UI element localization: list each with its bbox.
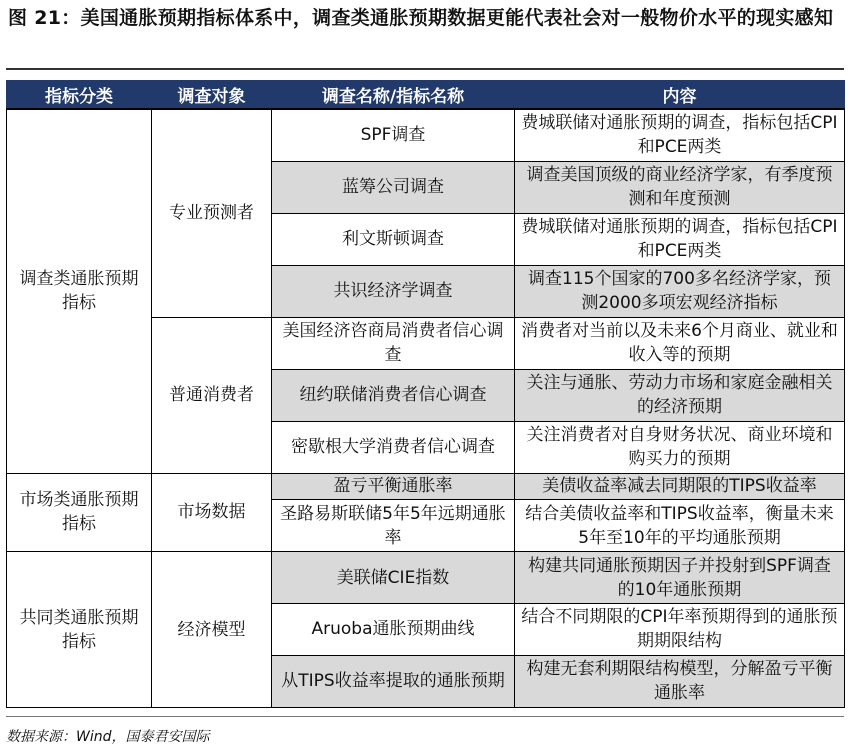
category-cell: 市场类通胀预期指标 <box>7 473 152 551</box>
subject-cell: 专业预测者 <box>152 109 272 317</box>
name-cell: 蓝筹公司调查 <box>272 161 515 213</box>
category-cell: 调查类通胀预期指标 <box>7 109 152 473</box>
content-cell: 费城联储对通胀预期的调查，指标包括CPI和PCE两类 <box>515 213 845 265</box>
header-name: 调查名称/指标名称 <box>272 81 515 110</box>
content-cell: 消费者对当前以及未来6个月商业、就业和收入等的预期 <box>515 317 845 369</box>
table-row <box>7 552 845 604</box>
name-cell: 从TIPS收益率提取的通胀预期 <box>272 655 515 707</box>
header-subject: 调查对象 <box>152 81 272 110</box>
name-cell: 圣路易斯联储5年5年远期通胀率 <box>272 500 515 552</box>
indicator-table <box>6 80 845 708</box>
content-cell: 费城联储对通胀预期的调查，指标包括CPI和PCE两类 <box>515 109 845 161</box>
title-divider <box>6 68 844 70</box>
content-cell: 美债收益率减去同期限的TIPS收益率 <box>515 473 845 500</box>
name-cell: 美国经济咨商局消费者信心调查 <box>272 317 515 369</box>
content-cell: 结合不同期限的CPI年率预期得到的通胀预期期限结构 <box>515 603 845 655</box>
name-cell: 利文斯顿调查 <box>272 213 515 265</box>
source-note: 数据来源：Wind，国泰君安国际 <box>6 729 210 745</box>
content-cell: 构建共同通胀预期因子并投射到SPF调查的10年通胀预期 <box>515 552 845 604</box>
figure-title: 图 21：美国通胀预期指标体系中，调查类通胀预期数据更能代表社会对一般物价水平的现实感知 <box>8 7 834 29</box>
table-row <box>7 473 845 500</box>
name-cell: 共识经济学调查 <box>272 265 515 317</box>
subject-cell: 经济模型 <box>152 552 272 708</box>
table-header-row <box>7 81 845 110</box>
name-cell: 纽约联储消费者信心调查 <box>272 369 515 421</box>
name-cell: 盈亏平衡通胀率 <box>272 473 515 500</box>
content-cell: 调查美国顶级的商业经济学家，有季度预测和年度预测 <box>515 161 845 213</box>
table-row <box>7 109 845 161</box>
content-cell: 关注与通胀、劳动力市场和家庭金融相关的经济预期 <box>515 369 845 421</box>
content-cell: 关注消费者对自身财务状况、商业环境和购买力的预期 <box>515 421 845 473</box>
source-divider <box>6 716 844 717</box>
category-cell: 共同类通胀预期指标 <box>7 552 152 708</box>
name-cell: Aruoba通胀预期曲线 <box>272 603 515 655</box>
content-cell: 构建无套利期限结构模型，分解盈亏平衡通胀率 <box>515 655 845 707</box>
header-content: 内容 <box>515 81 845 110</box>
content-cell: 结合美债收益率和TIPS收益率，衡量未来5年至10年的平均通胀预期 <box>515 500 845 552</box>
subject-cell: 市场数据 <box>152 473 272 551</box>
name-cell: 美联储CIE指数 <box>272 552 515 604</box>
header-category: 指标分类 <box>7 81 152 110</box>
name-cell: 密歇根大学消费者信心调查 <box>272 421 515 473</box>
subject-cell: 普通消费者 <box>152 317 272 473</box>
content-cell: 调查115个国家的700多名经济学家，预测2000多项宏观经济指标 <box>515 265 845 317</box>
name-cell: SPF调查 <box>272 109 515 161</box>
